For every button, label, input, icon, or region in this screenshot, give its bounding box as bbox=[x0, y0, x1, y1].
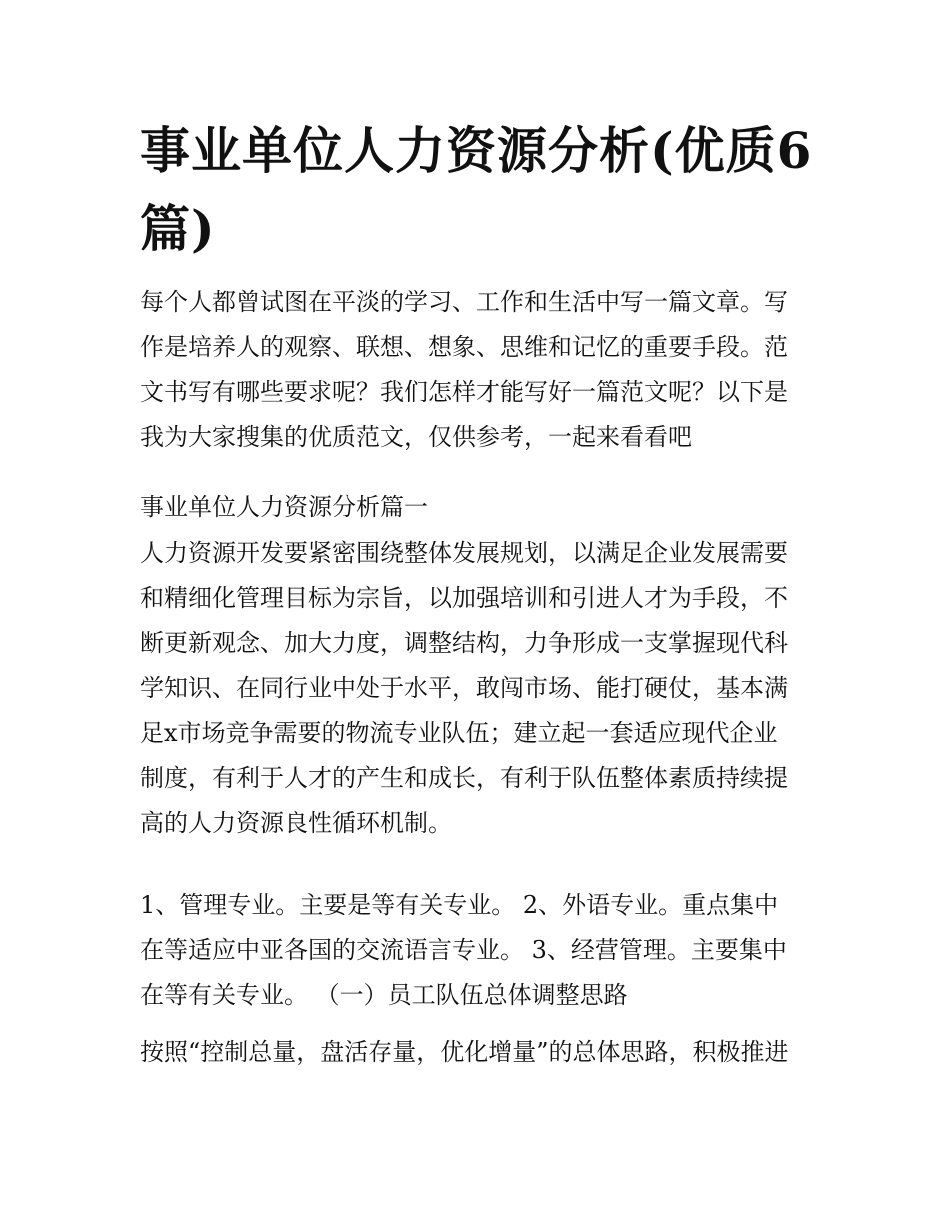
text-line: 足x市场竞争需要的物流专业队伍；建立起一套适应现代企业 bbox=[140, 719, 778, 747]
text-line: 高的人力资源良性循环机制。 bbox=[140, 809, 452, 837]
document-title bbox=[140, 112, 820, 268]
text-line: 我为大家搜集的优质范文，仅供参考，一起来看看吧 bbox=[140, 423, 692, 451]
body-paragraph bbox=[140, 1030, 830, 1075]
text-line: 制度，有利于人才的产生和成长，有利于队伍整体素质持续提 bbox=[140, 764, 788, 792]
text-line: 在等有关专业。 （一）员工队伍总体调整思路 bbox=[140, 981, 628, 1009]
text-line: 1、管理专业。主要是等有关专业。 2、外语专业。重点集中 bbox=[140, 891, 779, 919]
section-heading bbox=[140, 485, 830, 530]
text-line: 在等适应中亚各国的交流语言专业。 3、经营管理。主要集中 bbox=[140, 936, 787, 964]
text-line: 按照“控制总量，盘活存量，优化增量”的总体思路，积极推进 bbox=[140, 1038, 789, 1066]
text-line: 文书写有哪些要求呢？我们怎样才能写好一篇范文呢？以下是 bbox=[140, 378, 788, 406]
text-line: 作是培养人的观察、联想、想象、思维和记忆的重要手段。范 bbox=[140, 333, 788, 361]
text-line: 每个人都曾试图在平淡的学习、工作和生活中写一篇文章。写 bbox=[140, 288, 788, 316]
body-paragraph bbox=[140, 531, 830, 846]
title-line: 篇) bbox=[140, 199, 216, 258]
title-line: 事业单位人力资源分析(优质6 bbox=[140, 121, 813, 180]
text-line: 和精细化管理目标为宗旨，以加强培训和引进人才为手段，不 bbox=[140, 584, 788, 612]
text-line: 人力资源开发要紧密围绕整体发展规划，以满足企业发展需要 bbox=[140, 539, 788, 567]
intro-paragraph bbox=[140, 280, 830, 460]
text-line: 事业单位人力资源分析篇一 bbox=[140, 493, 428, 521]
body-paragraph bbox=[140, 883, 830, 1018]
text-line: 断更新观念、加大力度，调整结构，力争形成一支掌握现代科 bbox=[140, 629, 788, 657]
text-line: 学知识、在同行业中处于水平，敢闯市场、能打硬仗，基本满 bbox=[140, 674, 788, 702]
